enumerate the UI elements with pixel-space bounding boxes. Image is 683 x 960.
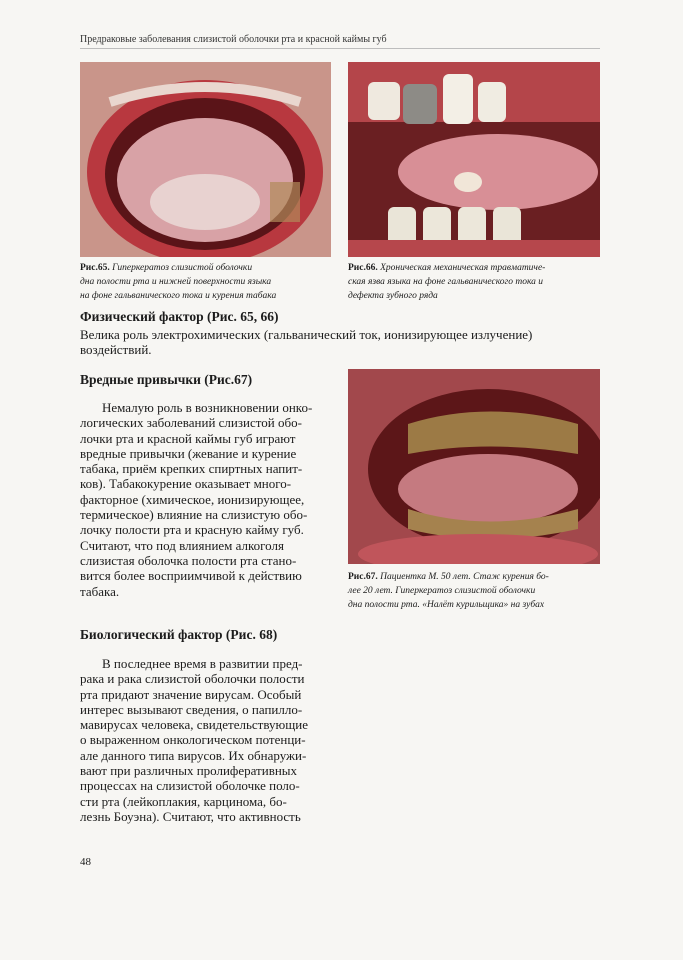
figure-67-caption-line: дна полости рта. «Налёт курильщика» на зубах xyxy=(348,600,545,610)
figure-67-label: Рис.67. xyxy=(348,572,378,582)
text-line: вится более восприимчивой к действию xyxy=(80,568,302,584)
text-line: факторное (химическое, ионизирующее, xyxy=(80,491,305,507)
figure-66-photo xyxy=(348,62,600,257)
text-line: вают при различных пролиферативных xyxy=(80,763,298,779)
text-line: воздействий. xyxy=(80,342,152,358)
text-line: сти рта (лейкоплакия, карцинома, бо- xyxy=(80,793,287,809)
figure-66-label: Рис.66. xyxy=(348,263,378,273)
text-line: мавирусах человека, свидетельствующие xyxy=(80,717,309,733)
text-line: лочку полости рта и красную кайму губ. xyxy=(80,522,304,538)
biological-factor-heading: Биологический фактор (Рис. 68) xyxy=(80,627,278,642)
text-line: ков). Табакокурение оказывает много- xyxy=(80,476,292,492)
figure-67-caption xyxy=(348,570,606,612)
text-line: Велика роль электрохимических (гальванический ток, ионизирующее излучение) xyxy=(80,327,533,342)
physical-factor-text xyxy=(80,327,602,358)
text-line: о выраженном онкологическом потенци- xyxy=(80,732,306,748)
figure-65-caption-line: на фоне гальванического тока и курения табака xyxy=(80,291,277,301)
bad-habits-heading: Вредные привычки (Рис.67) xyxy=(80,372,253,387)
text-line: интерес вызывают сведения, о папилло- xyxy=(80,701,303,717)
text-line: табака. xyxy=(80,583,120,599)
text-line: Немалую роль в возникновении онко- xyxy=(102,400,313,415)
text-line: термическое) влияние на слизистую обо- xyxy=(80,507,308,523)
bad-habits-text xyxy=(80,400,333,599)
text-line: Считают, что под влиянием алкоголя xyxy=(80,537,284,553)
text-line: процессах на слизистой оболочке поло- xyxy=(80,778,300,794)
figure-65-caption-line: дна полости рта и нижней поверхности языка xyxy=(80,277,272,287)
text-line: але данного типа вирусов. Их обнаружи- xyxy=(80,747,307,763)
text-line: вредные привычки (жевание и курение xyxy=(80,445,297,461)
figure-65-caption xyxy=(80,261,340,303)
page-number: 48 xyxy=(80,856,91,868)
figure-65-caption-line: Гиперкератоз слизистой оболочки xyxy=(112,263,253,273)
running-head: Предраковые заболевания слизистой оболочки рта и красной каймы губ xyxy=(80,34,600,49)
text-line: В последнее время в развитии пред- xyxy=(102,656,303,671)
figure-66-caption-line: дефекта зубного ряда xyxy=(348,291,438,301)
text-line: табака, приём крепких спиртных напит- xyxy=(80,461,303,477)
text-line: лезнь Боуэна). Считают, что активность xyxy=(80,808,301,824)
text-line: лочки рта и красной каймы губ играют xyxy=(80,430,296,446)
text-line: рта придают значение вирусам. Особый xyxy=(80,686,302,702)
physical-factor-heading: Физический фактор (Рис. 65, 66) xyxy=(80,309,279,324)
figure-67-photo xyxy=(348,369,600,564)
text-line: логических заболеваний слизистой обо- xyxy=(80,415,302,431)
figure-67-caption-line: лее 20 лет. Гиперкератоз слизистой оболочки xyxy=(348,586,536,596)
biological-factor-text xyxy=(80,656,333,824)
text-line: слизистая оболочка полости рта стано- xyxy=(80,552,297,568)
figure-66-caption-line: Хроническая механическая травматиче- xyxy=(380,263,546,273)
figure-65-label: Рис.65. xyxy=(80,263,110,273)
figure-65-photo xyxy=(80,62,331,257)
figure-67-caption-line: Пациентка М. 50 лет. Стаж курения бо- xyxy=(380,572,549,582)
text-line: рака и рака слизистой оболочки полости xyxy=(80,671,305,687)
figure-66-caption xyxy=(348,261,606,303)
figure-66-caption-line: ская язва языка на фоне гальванического тока и xyxy=(348,277,544,287)
